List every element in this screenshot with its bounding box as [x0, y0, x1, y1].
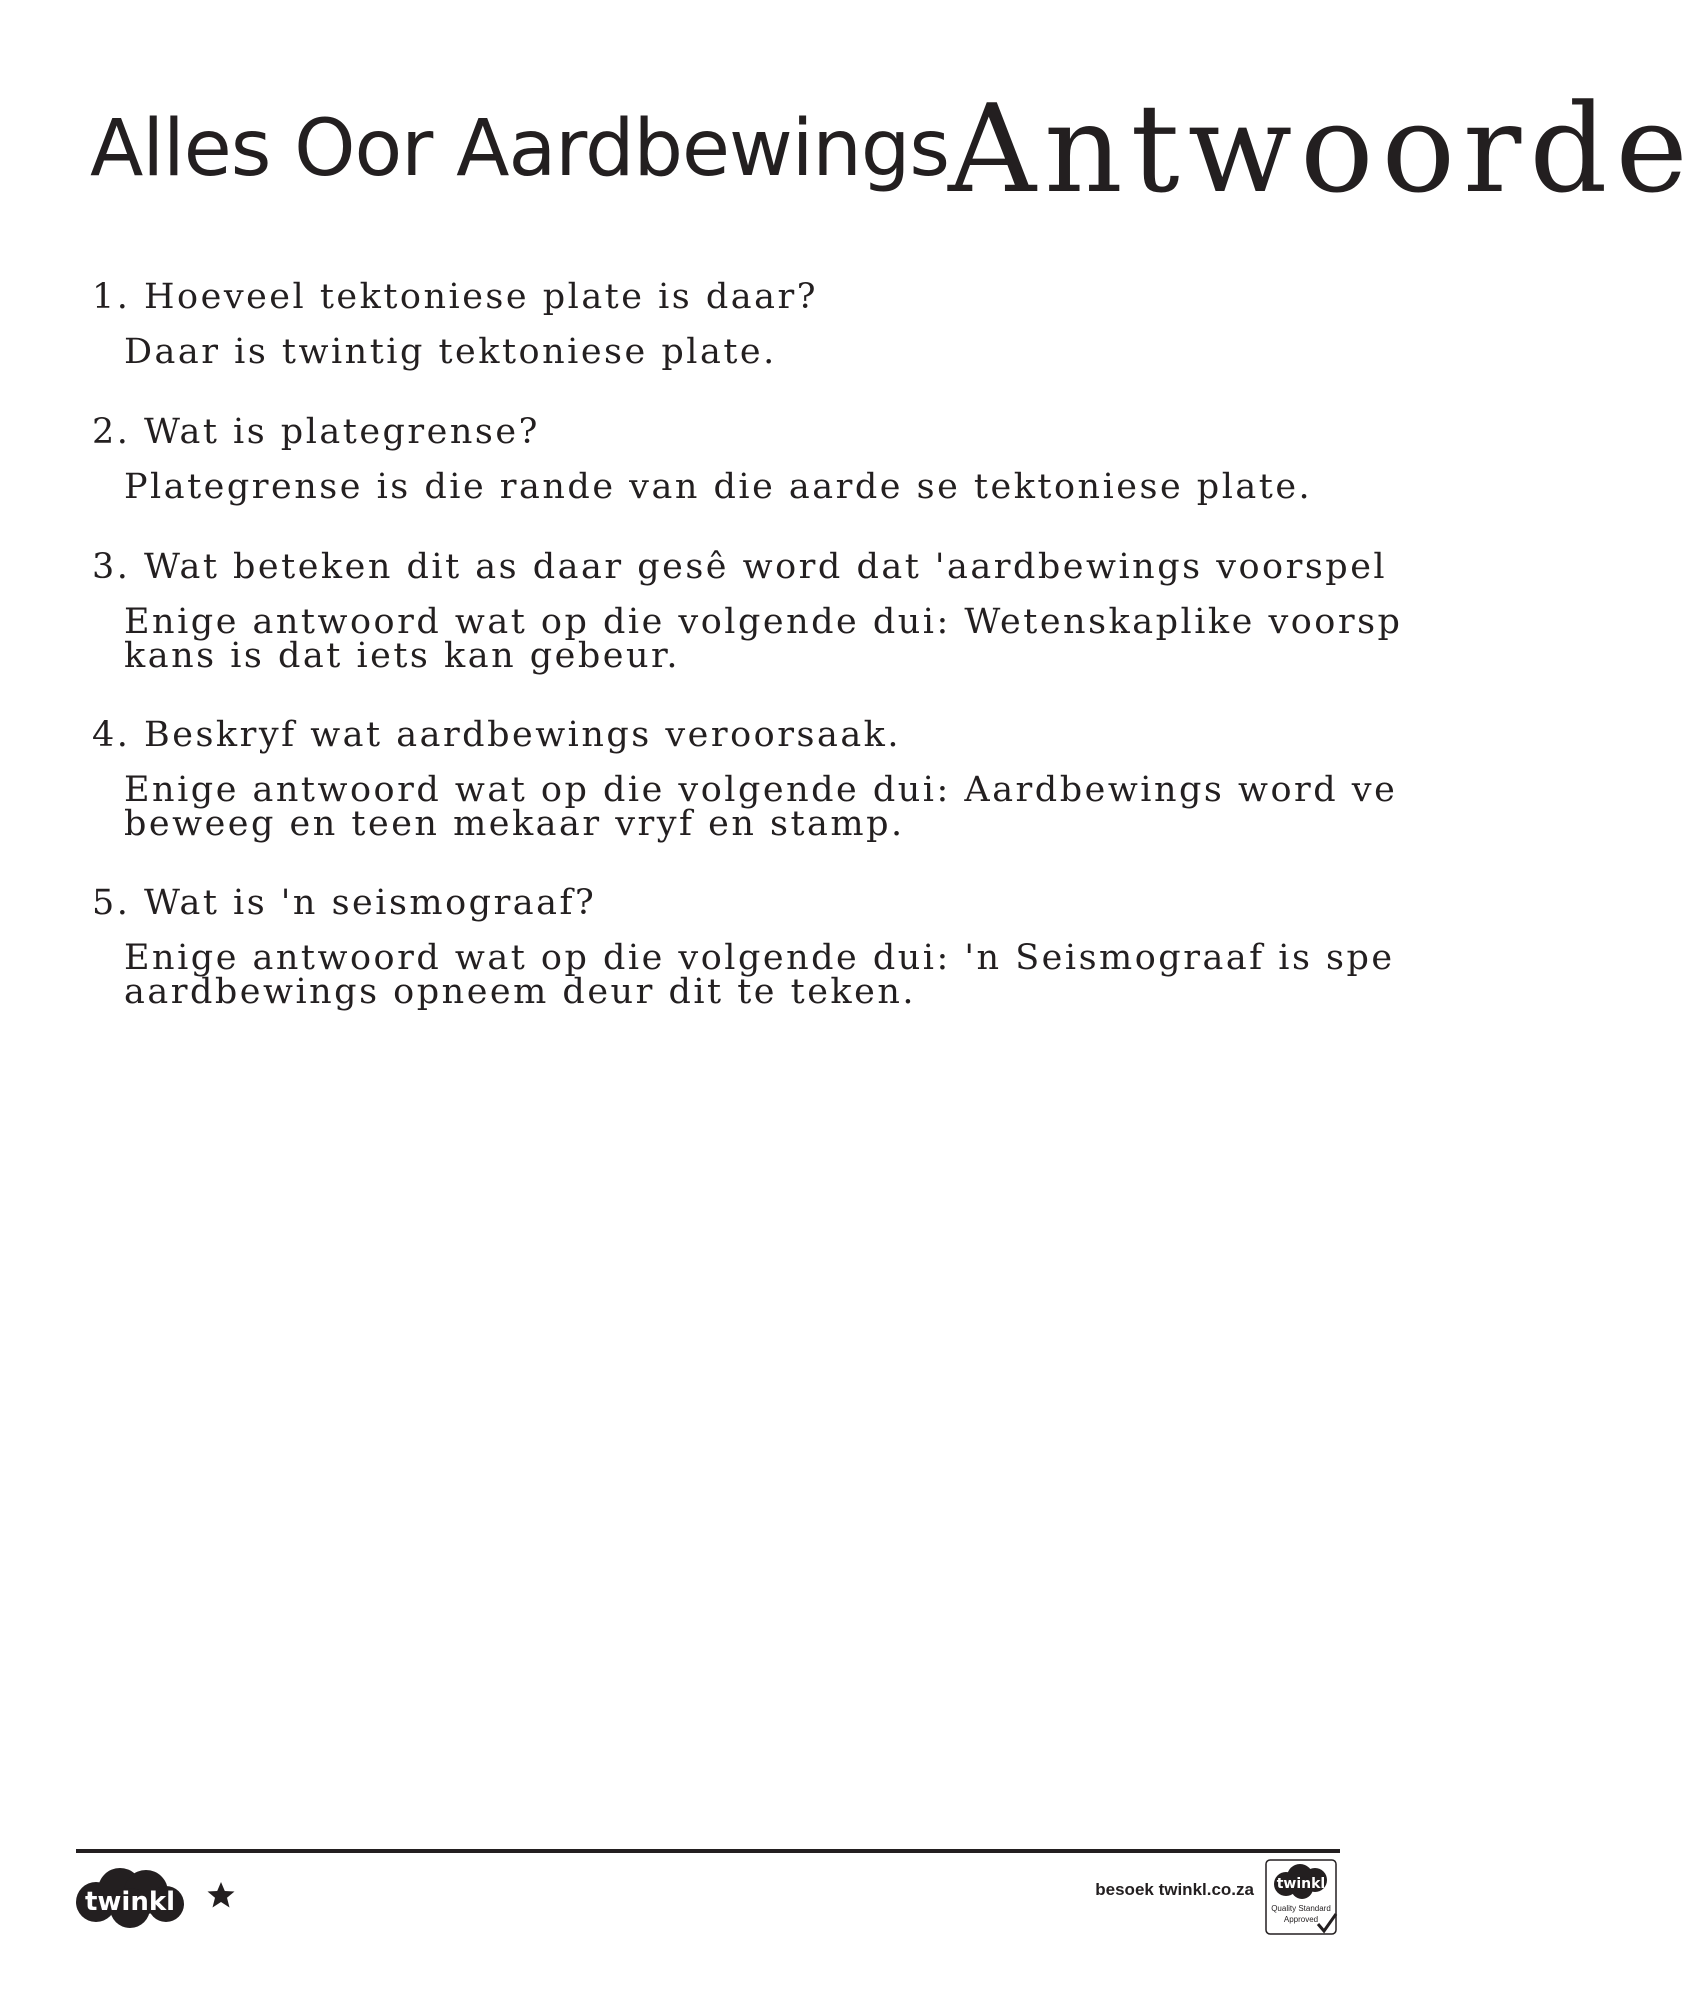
question-text: 4. Beskryf wat aardbewings veroorsaak.	[92, 715, 902, 755]
answer-line: beweeg en teen mekaar vryf en stamp.	[124, 804, 905, 844]
footer-divider	[76, 1849, 1340, 1853]
answer-line: Daar is twintig tektoniese plate.	[124, 332, 777, 372]
answer-text	[124, 602, 1414, 676]
logo-text: twinkl	[84, 1887, 176, 1917]
badge-line-1: Quality Standard	[1271, 1904, 1331, 1913]
answers-heading: Antwoorde	[948, 78, 1696, 220]
answer-text	[124, 770, 1414, 844]
star-icon	[206, 1880, 236, 1910]
question-block-1	[92, 277, 1414, 372]
answer-line: Enige antwoord wat op die volgende dui: 'n Seismograaf is spe	[124, 938, 1395, 978]
answer-line: Plategrense is die rande van die aarde se tektoniese plate.	[124, 467, 1313, 507]
question-text: 5. Wat is 'n seismograaf?	[92, 883, 597, 923]
question-text: 1. Hoeveel tektoniese plate is daar?	[92, 277, 818, 317]
page-title: Alles Oor Aardbewings	[90, 104, 950, 194]
question-block-3	[92, 547, 1414, 676]
quality-badge	[1264, 1858, 1340, 1938]
answer-line: aardbewings opneem deur dit te teken.	[124, 972, 917, 1012]
visit-website-text: besoek twinkl.co.za	[1095, 1880, 1254, 1899]
badge-line-2: Approved	[1283, 1915, 1319, 1924]
question-block-4	[92, 715, 1414, 844]
question-text: 2. Wat is plategrense?	[92, 412, 540, 452]
title-row	[90, 78, 1696, 220]
answer-text	[124, 938, 1414, 1012]
answer-line: kans is dat iets kan gebeur.	[124, 636, 681, 676]
badge-brand-text: twinkl	[1276, 1876, 1326, 1892]
answer-line: Enige antwoord wat op die volgende dui: Aardbewings word ve	[124, 770, 1398, 810]
answer-text	[124, 467, 1414, 507]
question-block-5	[92, 883, 1414, 1012]
question-block-2	[92, 412, 1414, 507]
answer-line: Enige antwoord wat op die volgende dui: Wetenskaplike voorsp	[124, 602, 1403, 642]
question-text: 3. Wat beteken dit as daar gesê word dat 'aardbewings voorspel	[92, 547, 1388, 587]
answer-text	[124, 332, 1414, 372]
twinkl-logo	[74, 1866, 186, 1928]
